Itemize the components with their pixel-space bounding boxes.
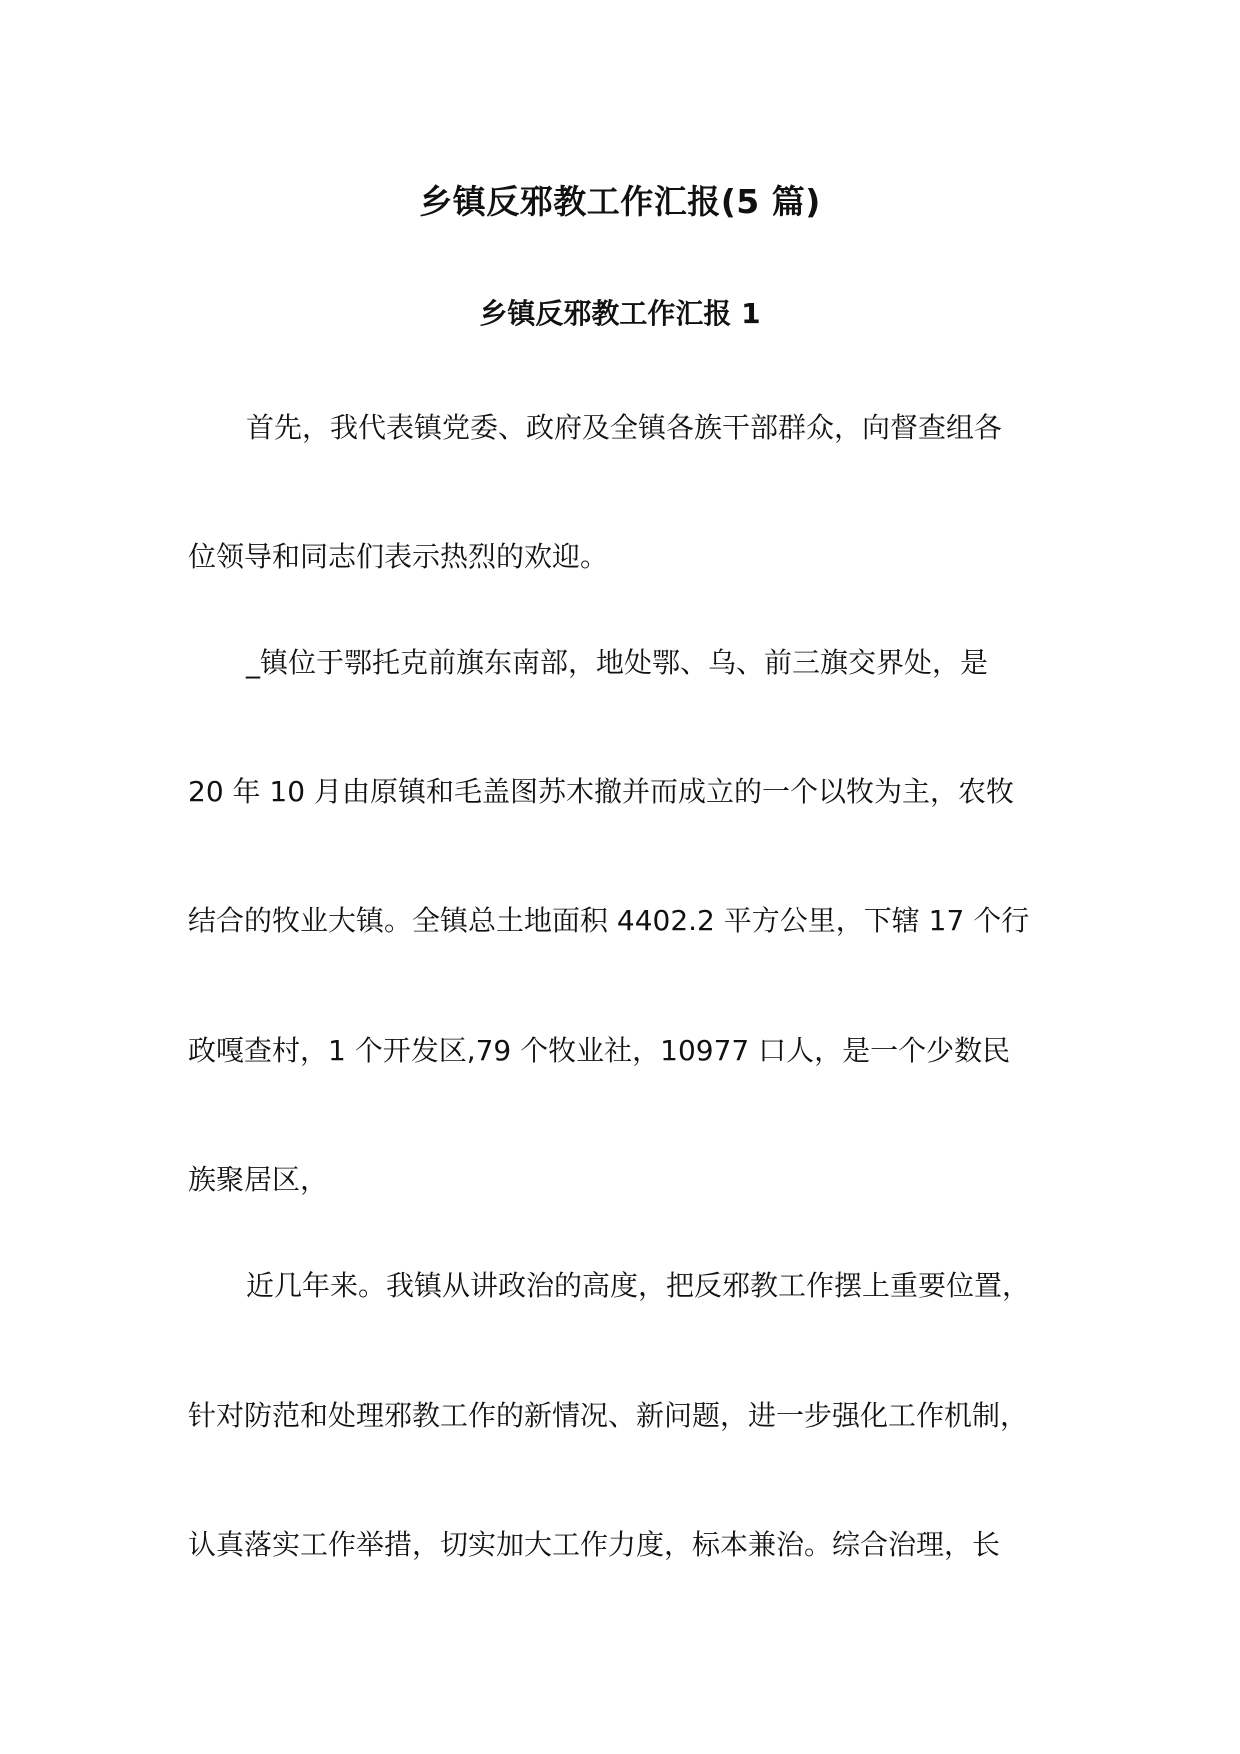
document-title: 乡镇反邪教工作汇报(5 篇) [419,182,821,221]
paragraph-line: 近几年来。我镇从讲政治的高度，把反邪教工作摆上重要位置， [246,1269,1031,1302]
paragraph-line: 结合的牧业大镇。全镇总土地面积 4402.2 平方公里，下辖 17 个行 [188,904,1030,937]
paragraph-line: 20 年 10 月由原镇和毛盖图苏木撤并而成立的一个以牧为主，农牧 [188,775,1014,808]
paragraph-line: 政嘎查村，1 个开发区,79 个牧业社，10977 口人，是一个少数民 [188,1034,1011,1067]
paragraph-line: 首先，我代表镇党委、政府及全镇各族干部群众，向督查组各 [246,411,1003,444]
section-title: 乡镇反邪教工作汇报 1 [479,297,761,330]
paragraph-line: _镇位于鄂托克前旗东南部，地处鄂、乌、前三旗交界处，是 [246,646,989,679]
paragraph-line: 位领导和同志们表示热烈的欢迎。 [188,540,609,573]
paragraph-line: 针对防范和处理邪教工作的新情况、新问题，进一步强化工作机制， [188,1399,1029,1432]
paragraph-line: 认真落实工作举措，切实加大工作力度，标本兼治。综合治理，长 [188,1528,1001,1561]
paragraph-line: 族聚居区， [188,1163,329,1196]
